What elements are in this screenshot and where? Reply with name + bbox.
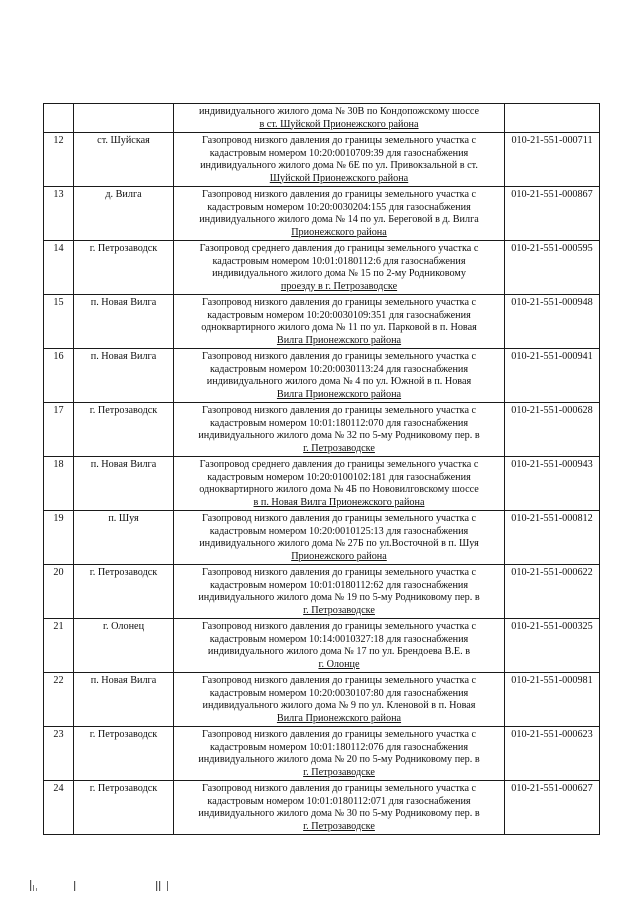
description-line: кадастровым номером 10:20:0010709:39 для газоснабжения: [209, 147, 469, 159]
description-line: индивидуального жилого дома № 20 по 5-му Родниковому пер. в: [198, 754, 480, 765]
description-line: Газопровод низкого давления до границы земельного участка с: [201, 135, 477, 146]
registration-number-cell: 010-21-551-000622: [505, 565, 600, 619]
locality-cell: п. Новая Вилга: [74, 295, 174, 349]
description-cell: [174, 349, 505, 403]
description-line: г. Олонце: [318, 658, 360, 670]
row-number-cell: 13: [44, 187, 74, 241]
description-line: в п. Новая Вилга Прионежского района: [253, 496, 425, 508]
table-row: [44, 511, 600, 565]
description-cell: [174, 457, 505, 511]
description-line: кадастровым номером 10:01:180112:070 для газоснабжения: [209, 417, 469, 429]
description-line: кадастровым номером 10:20:0030204:155 для газоснабжения: [207, 201, 471, 213]
description-line: Газопровод среднего давления до границы земельного участка с: [199, 243, 479, 254]
row-number-cell: 15: [44, 295, 74, 349]
description-line: одноквартирного жилого дома № 4Б по Нововилговскому шоссе: [199, 484, 479, 495]
locality-cell: г. Петрозаводск: [74, 565, 174, 619]
row-number-cell: 18: [44, 457, 74, 511]
description-line: кадастровым номером 10:01:0180112:071 для газоснабжения: [207, 795, 471, 807]
description-line: Газопровод низкого давления до границы земельного участка с: [201, 351, 477, 362]
description-cell: [174, 241, 505, 295]
registration-number-cell: 010-21-551-000948: [505, 295, 600, 349]
description-line: кадастровым номером 10:01:0180112:62 для газоснабжения: [209, 579, 469, 591]
description-line: индивидуального жилого дома № 9 по ул. Кленовой в п. Новая: [202, 700, 476, 711]
description-line: индивидуального жилого дома № 19 по 5-му Родниковому пер. в: [198, 592, 480, 603]
row-number-cell: 24: [44, 781, 74, 835]
table-row: [44, 673, 600, 727]
description-line: Вилга Прионежского района: [276, 712, 402, 724]
registration-number-cell: 010-21-551-000711: [505, 133, 600, 187]
description-cell: [174, 511, 505, 565]
description-line: проезду в г. Петрозаводске: [280, 280, 398, 292]
table-row: [44, 565, 600, 619]
description-cell: [174, 187, 505, 241]
row-number-cell: 23: [44, 727, 74, 781]
locality-cell: г. Олонец: [74, 619, 174, 673]
table-row: [44, 295, 600, 349]
row-number-cell: 16: [44, 349, 74, 403]
table-row: [44, 403, 600, 457]
locality-cell: г. Петрозаводск: [74, 781, 174, 835]
description-line: индивидуального жилого дома № 4 по ул. Южной в п. Новая: [206, 376, 472, 387]
gas-pipeline-registry-table: [43, 103, 600, 835]
description-line: Прионежского района: [291, 550, 387, 562]
description-line: Газопровод низкого давления до границы земельного участка с: [201, 729, 477, 740]
description-cell: [174, 565, 505, 619]
table-row: [44, 241, 600, 295]
description-cell: [174, 133, 505, 187]
description-line: индивидуального жилого дома № 30 по 5-му Родниковому пер. в: [198, 808, 480, 819]
registration-number-cell: 010-21-551-000941: [505, 349, 600, 403]
description-line: индивидуального жилого дома № 15 по 2-му Родниковому: [212, 268, 466, 279]
description-cell: [174, 104, 505, 133]
description-line: Газопровод низкого давления до границы земельного участка с: [201, 297, 477, 308]
description-line: индивидуального жилого дома № 14 по ул. Береговой в д. Вилга: [199, 214, 479, 225]
row-number-cell: 22: [44, 673, 74, 727]
description-line: индивидуального жилого дома № 27Б по ул.Восточной в п. Шуя: [199, 538, 479, 549]
description-line: одноквартирного жилого дома № 11 по ул. Парковой в п. Новая: [201, 322, 477, 333]
row-number-cell: 20: [44, 565, 74, 619]
description-cell: [174, 619, 505, 673]
table-row: [44, 619, 600, 673]
description-line: кадастровым номером 10:01:180112:076 для газоснабжения: [209, 741, 469, 753]
table-row-continuation: [44, 104, 600, 133]
row-number-cell: 14: [44, 241, 74, 295]
description-line: г. Петрозаводске: [303, 766, 375, 778]
table-row: [44, 187, 600, 241]
description-line: кадастровым номером 10:01:0180112:6 для газоснабжения: [212, 255, 466, 267]
description-line: Газопровод низкого давления до границы земельного участка с: [201, 513, 477, 524]
locality-cell: г. Петрозаводск: [74, 727, 174, 781]
locality-cell: г. Петрозаводск: [74, 403, 174, 457]
table-row: [44, 133, 600, 187]
row-number-cell: 17: [44, 403, 74, 457]
locality-cell: п. Новая Вилга: [74, 349, 174, 403]
registration-number-cell: 010-21-551-000867: [505, 187, 600, 241]
description-cell: [174, 403, 505, 457]
locality-cell: ст. Шуйская: [74, 133, 174, 187]
table-row: [44, 349, 600, 403]
row-number-cell: 12: [44, 133, 74, 187]
locality-cell: п. Новая Вилга: [74, 673, 174, 727]
registration-number-cell: 010-21-551-000981: [505, 673, 600, 727]
description-line: Газопровод низкого давления до границы земельного участка с: [201, 189, 477, 200]
locality-cell: г. Петрозаводск: [74, 241, 174, 295]
description-line: индивидуального жилого дома № 32 по 5-му Родниковому пер. в: [198, 430, 480, 441]
description-line: г. Петрозаводске: [303, 604, 375, 616]
row-number-cell: 19: [44, 511, 74, 565]
registration-number-cell: 010-21-551-000623: [505, 727, 600, 781]
registration-number-cell: 010-21-551-000595: [505, 241, 600, 295]
row-number-cell: 21: [44, 619, 74, 673]
description-line: Газопровод низкого давления до границы земельного участка с: [201, 621, 477, 632]
description-line: кадастровым номером 10:20:0100102:181 для газоснабжения: [207, 471, 471, 483]
locality-cell: п. Новая Вилга: [74, 457, 174, 511]
description-cell: [174, 295, 505, 349]
description-line: Газопровод низкого давления до границы земельного участка с: [201, 675, 477, 686]
locality-cell: п. Шуя: [74, 511, 174, 565]
description-line: кадастровым номером 10:20:0030107:80 для газоснабжения: [209, 687, 469, 699]
description-line: Прионежского района: [291, 226, 387, 238]
description-line: кадастровым номером 10:20:0010125:13 для газоснабжения: [209, 525, 469, 537]
description-line: кадастровым номером 10:20:0030109:351 для газоснабжения: [207, 309, 471, 321]
description-line: Газопровод низкого давления до границы земельного участка с: [201, 783, 477, 794]
description-line: Вилга Прионежского района: [276, 388, 402, 400]
description-line: Газопровод низкого давления до границы земельного участка с: [201, 567, 477, 578]
description-line: г. Петрозаводске: [303, 820, 375, 832]
description-line: индивидуального жилого дома № 30В по Кондопожскому шоссе: [198, 106, 480, 117]
registration-number-cell: 010-21-551-000628: [505, 403, 600, 457]
description-line: индивидуального жилого дома № 6Е по ул. Привокзальной в ст.: [200, 160, 478, 171]
description-line: кадастровым номером 10:14:0010327:18 для газоснабжения: [209, 633, 469, 645]
scan-artifact-icon: [28, 878, 188, 894]
scan-footer-marks: [28, 878, 188, 894]
description-cell: [174, 727, 505, 781]
description-line: Газопровод низкого давления до границы земельного участка с: [201, 405, 477, 416]
description-line: г. Петрозаводске: [303, 442, 375, 454]
description-line: в ст. Шуйской Прионежского района: [259, 118, 419, 130]
registration-number-cell: 010-21-551-000627: [505, 781, 600, 835]
description-line: индивидуального жилого дома № 17 по ул. Брендоева В.Е. в: [207, 646, 471, 657]
description-line: Газопровод среднего давления до границы земельного участка с: [199, 459, 479, 470]
registry-table-body: [44, 104, 600, 835]
description-cell: [174, 781, 505, 835]
description-line: кадастровым номером 10:20:0030113:24 для газоснабжения: [209, 363, 469, 375]
registration-number-cell: 010-21-551-000325: [505, 619, 600, 673]
table-row: [44, 781, 600, 835]
description-line: Вилга Прионежского района: [276, 334, 402, 346]
row-number-cell: [44, 104, 74, 133]
description-cell: [174, 673, 505, 727]
registration-number-cell: 010-21-551-000812: [505, 511, 600, 565]
table-row: [44, 457, 600, 511]
locality-cell: [74, 104, 174, 133]
description-line: Шуйской Прионежского района: [269, 172, 409, 184]
registration-number-cell: 010-21-551-000943: [505, 457, 600, 511]
registration-number-cell: [505, 104, 600, 133]
locality-cell: д. Вилга: [74, 187, 174, 241]
table-row: [44, 727, 600, 781]
